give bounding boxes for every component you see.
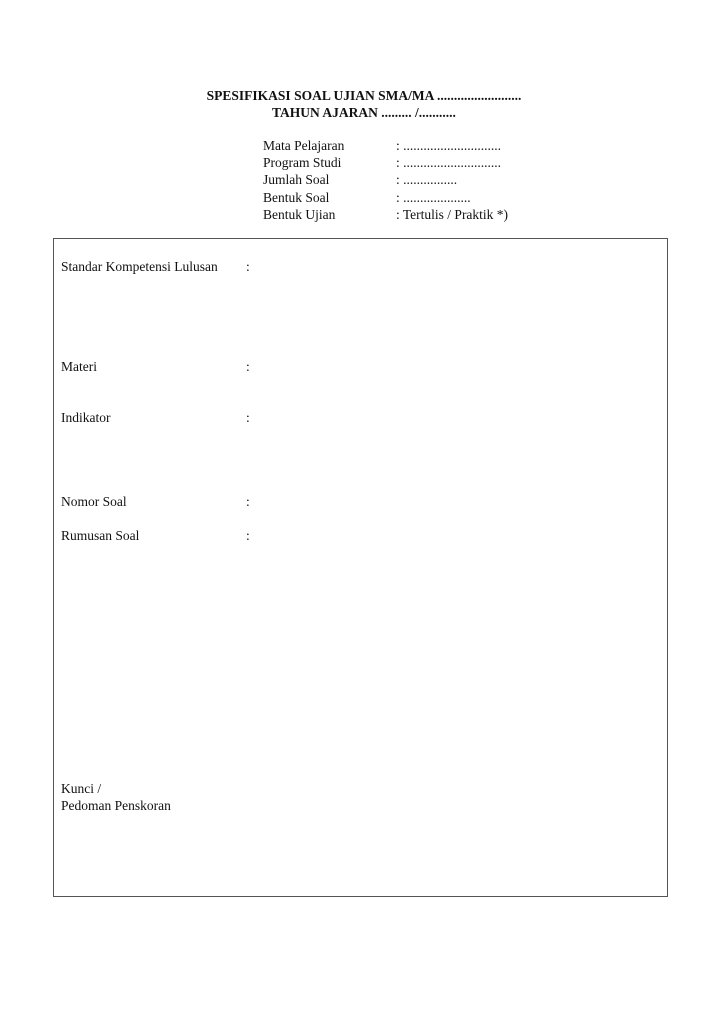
meta-row-program-studi (263, 154, 508, 171)
field-label-skl: Standar Kompetensi Lulusan (61, 259, 218, 274)
meta-label: Mata Pelajaran (263, 138, 345, 153)
meta-label: Program Studi (263, 155, 342, 171)
meta-row-mata-pelajaran (263, 137, 508, 154)
field-label-kunci (61, 780, 171, 814)
meta-value: : ................ (396, 172, 458, 188)
meta-row-jumlah-soal (263, 171, 508, 188)
field-colon-skl: : (246, 259, 250, 274)
meta-row-bentuk-ujian (263, 206, 508, 223)
field-label-indikator: Indikator (61, 410, 111, 425)
field-label-nomor-soal: Nomor Soal (61, 494, 127, 509)
meta-info-block (263, 137, 508, 223)
meta-value: : .................... (396, 189, 471, 205)
field-label-rumusan-soal: Rumusan Soal (61, 528, 140, 543)
kunci-line-1: Kunci / (61, 781, 102, 796)
meta-label: Bentuk Soal (263, 189, 330, 205)
field-colon-rumusan-soal: : (246, 528, 250, 543)
field-colon-indikator: : (246, 410, 250, 425)
meta-label: Bentuk Ujian (263, 206, 336, 222)
meta-label: Jumlah Soal (263, 172, 330, 188)
meta-value: : Tertulis / Praktik *) (396, 206, 509, 222)
meta-value: : ............................. (396, 138, 502, 153)
kunci-line-2: Pedoman Penskoran (61, 798, 171, 813)
meta-value: : ............................. (396, 155, 502, 171)
document-title (0, 87, 728, 121)
field-label-materi: Materi (61, 359, 97, 374)
title-line-1: SPESIFIKASI SOAL UJIAN SMA/MA ......................... (206, 88, 522, 103)
field-colon-materi: : (246, 359, 250, 374)
meta-row-bentuk-soal (263, 189, 508, 206)
title-line-2: TAHUN AJARAN ......... /........... (272, 105, 456, 120)
field-colon-nomor-soal: : (246, 494, 250, 509)
